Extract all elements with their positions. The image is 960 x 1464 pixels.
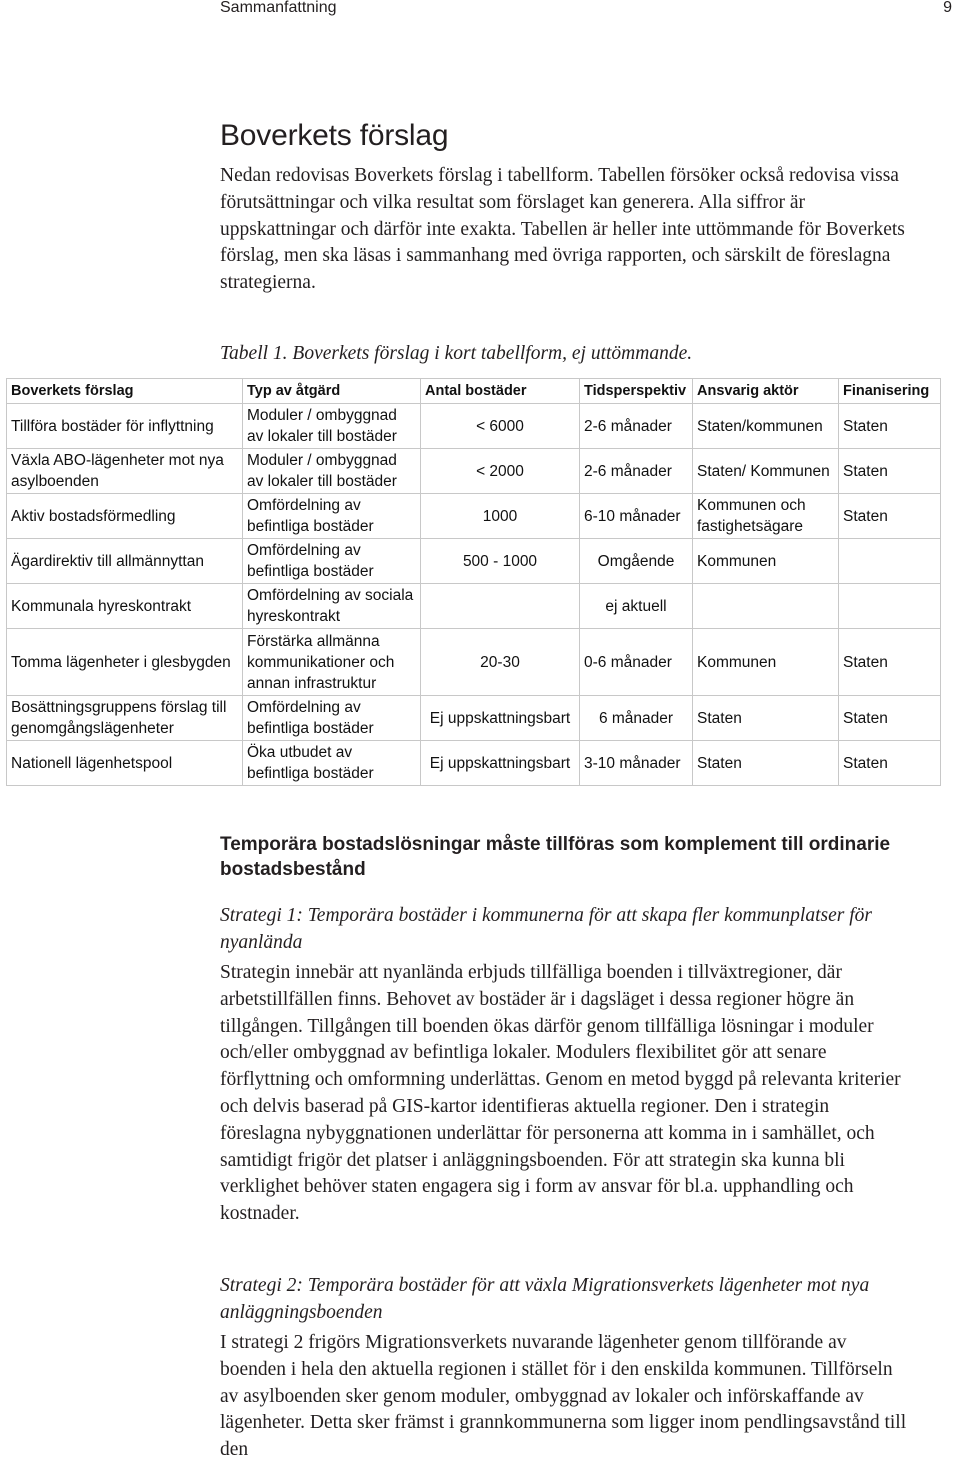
table-cell: Växla ABO-lägenheter mot nya asylboenden [7,449,243,494]
table-cell [693,584,839,629]
table-cell: Ej uppskattningsbart [421,741,580,786]
table-cell: Kommunen [693,629,839,696]
table-cell: Staten [693,741,839,786]
table-row [7,539,941,584]
column-header: Boverkets förslag [7,379,243,404]
column-header: Ansvarig aktör [693,379,839,404]
table-row [7,696,941,741]
table-caption: Tabell 1. Boverkets förslag i kort tabellform, ej uttömmande. [220,343,693,364]
strategy-2-title: Strategi 2: Temporära bostäder för att växla Migrationsverkets lägenheter mot nya anläggningsboenden [220,1275,870,1323]
table-row [7,741,941,786]
column-header: Tidsperspektiv [580,379,693,404]
table-cell: Kommunen och fastighetsägare [693,494,839,539]
table-cell: 20-30 [421,629,580,696]
page-number: 9 [943,0,952,16]
table-cell: Omfördelning av befintliga bostäder [243,494,421,539]
table-header-row [7,379,941,404]
table-cell: 500 - 1000 [421,539,580,584]
intro-paragraph: Nedan redovisas Boverkets förslag i tabellform. Tabellen försöker också redovisa vissa förutsättningar och vilka resultat som förslaget kan generera. Alla siffror är uppskattningar och därför inte exakta. Tabellen är heller inte uttömmande för Boverkets förslag, men ska läsas i sammanhang med övriga rapporten, och särskilt de föreslagna strategierna. [220,165,905,294]
table-cell: Aktiv bostadsförmedling [7,494,243,539]
table-cell [839,584,941,629]
table-cell: Kommunen [693,539,839,584]
table-cell: Tomma lägenheter i glesbygden [7,629,243,696]
table-cell: Staten [839,404,941,449]
table-cell: Omfördelning av befintliga bostäder [243,696,421,741]
table-cell: Staten [839,449,941,494]
table-row [7,449,941,494]
strategy-1-title: Strategi 1: Temporära bostäder i kommunerna för att skapa fler kommunplatser för nyanlända [220,905,872,953]
table-row [7,494,941,539]
table-cell: Öka utbudet av befintliga bostäder [243,741,421,786]
table-cell: < 2000 [421,449,580,494]
table-row [7,629,941,696]
table-cell: Ägardirektiv till allmännyttan [7,539,243,584]
table-cell: 2-6 månader [580,404,693,449]
section-heading: Temporära bostadslösningar måste tillföras som komplement till ordinarie bostadsbestånd [220,834,891,880]
table-cell: 1000 [421,494,580,539]
table-cell: Omfördelning av befintliga bostäder [243,539,421,584]
table-cell: Staten [839,494,941,539]
table-cell: Staten [693,696,839,741]
table-cell: ej aktuell [580,584,693,629]
table-cell: 6-10 månader [580,494,693,539]
running-head-section: Sammanfattning [220,0,337,16]
table-cell: Kommunala hyreskontrakt [7,584,243,629]
column-header: Antal bostäder [421,379,580,404]
page-title: Boverkets förslag [220,119,449,152]
running-header [0,0,960,20]
table-cell [839,539,941,584]
table-cell: < 6000 [421,404,580,449]
column-header: Finanisering [839,379,941,404]
table-cell: 3-10 månader [580,741,693,786]
table-cell: Staten [839,741,941,786]
table-cell: Nationell lägenhetspool [7,741,243,786]
table-cell: Omfördelning av sociala hyreskontrakt [243,584,421,629]
strategy-1-paragraph: Strategin innebär att nyanlända erbjuds tillfälliga boenden i tillväxtregioner, där arbetstillfällen finns. Behovet av bostäder är i dagsläget i dessa regioner högre än tillgången. Tillgången till boenden ökas därför genom tillfälliga lösningar i moduler och/eller ombyggnad av befintliga lokaler. Modulers flexibilitet gör att senare förflyttning och omformning underlättas. Genom en metod byggd på relevanta kriterier och delvis baserad på GIS-kartor identifieras aktuella regioner. Den i strategin föreslagna nybyggnationen underlättar för personerna att komma in i samhället, och samtidigt frigör det platser i anläggningsboenden. För att strategin ska kunna bli verklighet behöver staten engagera sig i form av ansvar för bl.a. upphandling och kostnader. [220,962,901,1225]
table-row [7,404,941,449]
table-cell: Staten [839,696,941,741]
table-cell: Moduler / ombyggnad av lokaler till bostäder [243,449,421,494]
table-cell: Moduler / ombyggnad av lokaler till bostäder [243,404,421,449]
table-cell: Tillföra bostäder för inflyttning [7,404,243,449]
proposal-table [6,378,941,786]
table-row [7,584,941,629]
table-cell [421,584,580,629]
table-cell: Bosättningsgruppens förslag till genomgångslägenheter [7,696,243,741]
table-cell: Staten/ Kommunen [693,449,839,494]
table-cell: Förstärka allmänna kommunikationer och annan infrastruktur [243,629,421,696]
table-cell: Staten [839,629,941,696]
table-cell: 6 månader [580,696,693,741]
table-cell: 2-6 månader [580,449,693,494]
table-cell: Omgående [580,539,693,584]
table-cell: Staten/kommunen [693,404,839,449]
table-cell: 0-6 månader [580,629,693,696]
strategy-2-paragraph: I strategi 2 frigörs Migrationsverkets nuvarande lägenheter genom tillförande av boenden i hela den aktuella regionen i stället för i den enskilda kommunen. Tillförseln av asylboenden sker genom moduler, ombyggnad av lokaler och införskaffande av lägenheter. Detta sker främst i grannkommunerna som ligger inom pendlingsavstånd till den [220,1332,907,1461]
column-header: Typ av åtgärd [243,379,421,404]
table-cell: Ej uppskattningsbart [421,696,580,741]
